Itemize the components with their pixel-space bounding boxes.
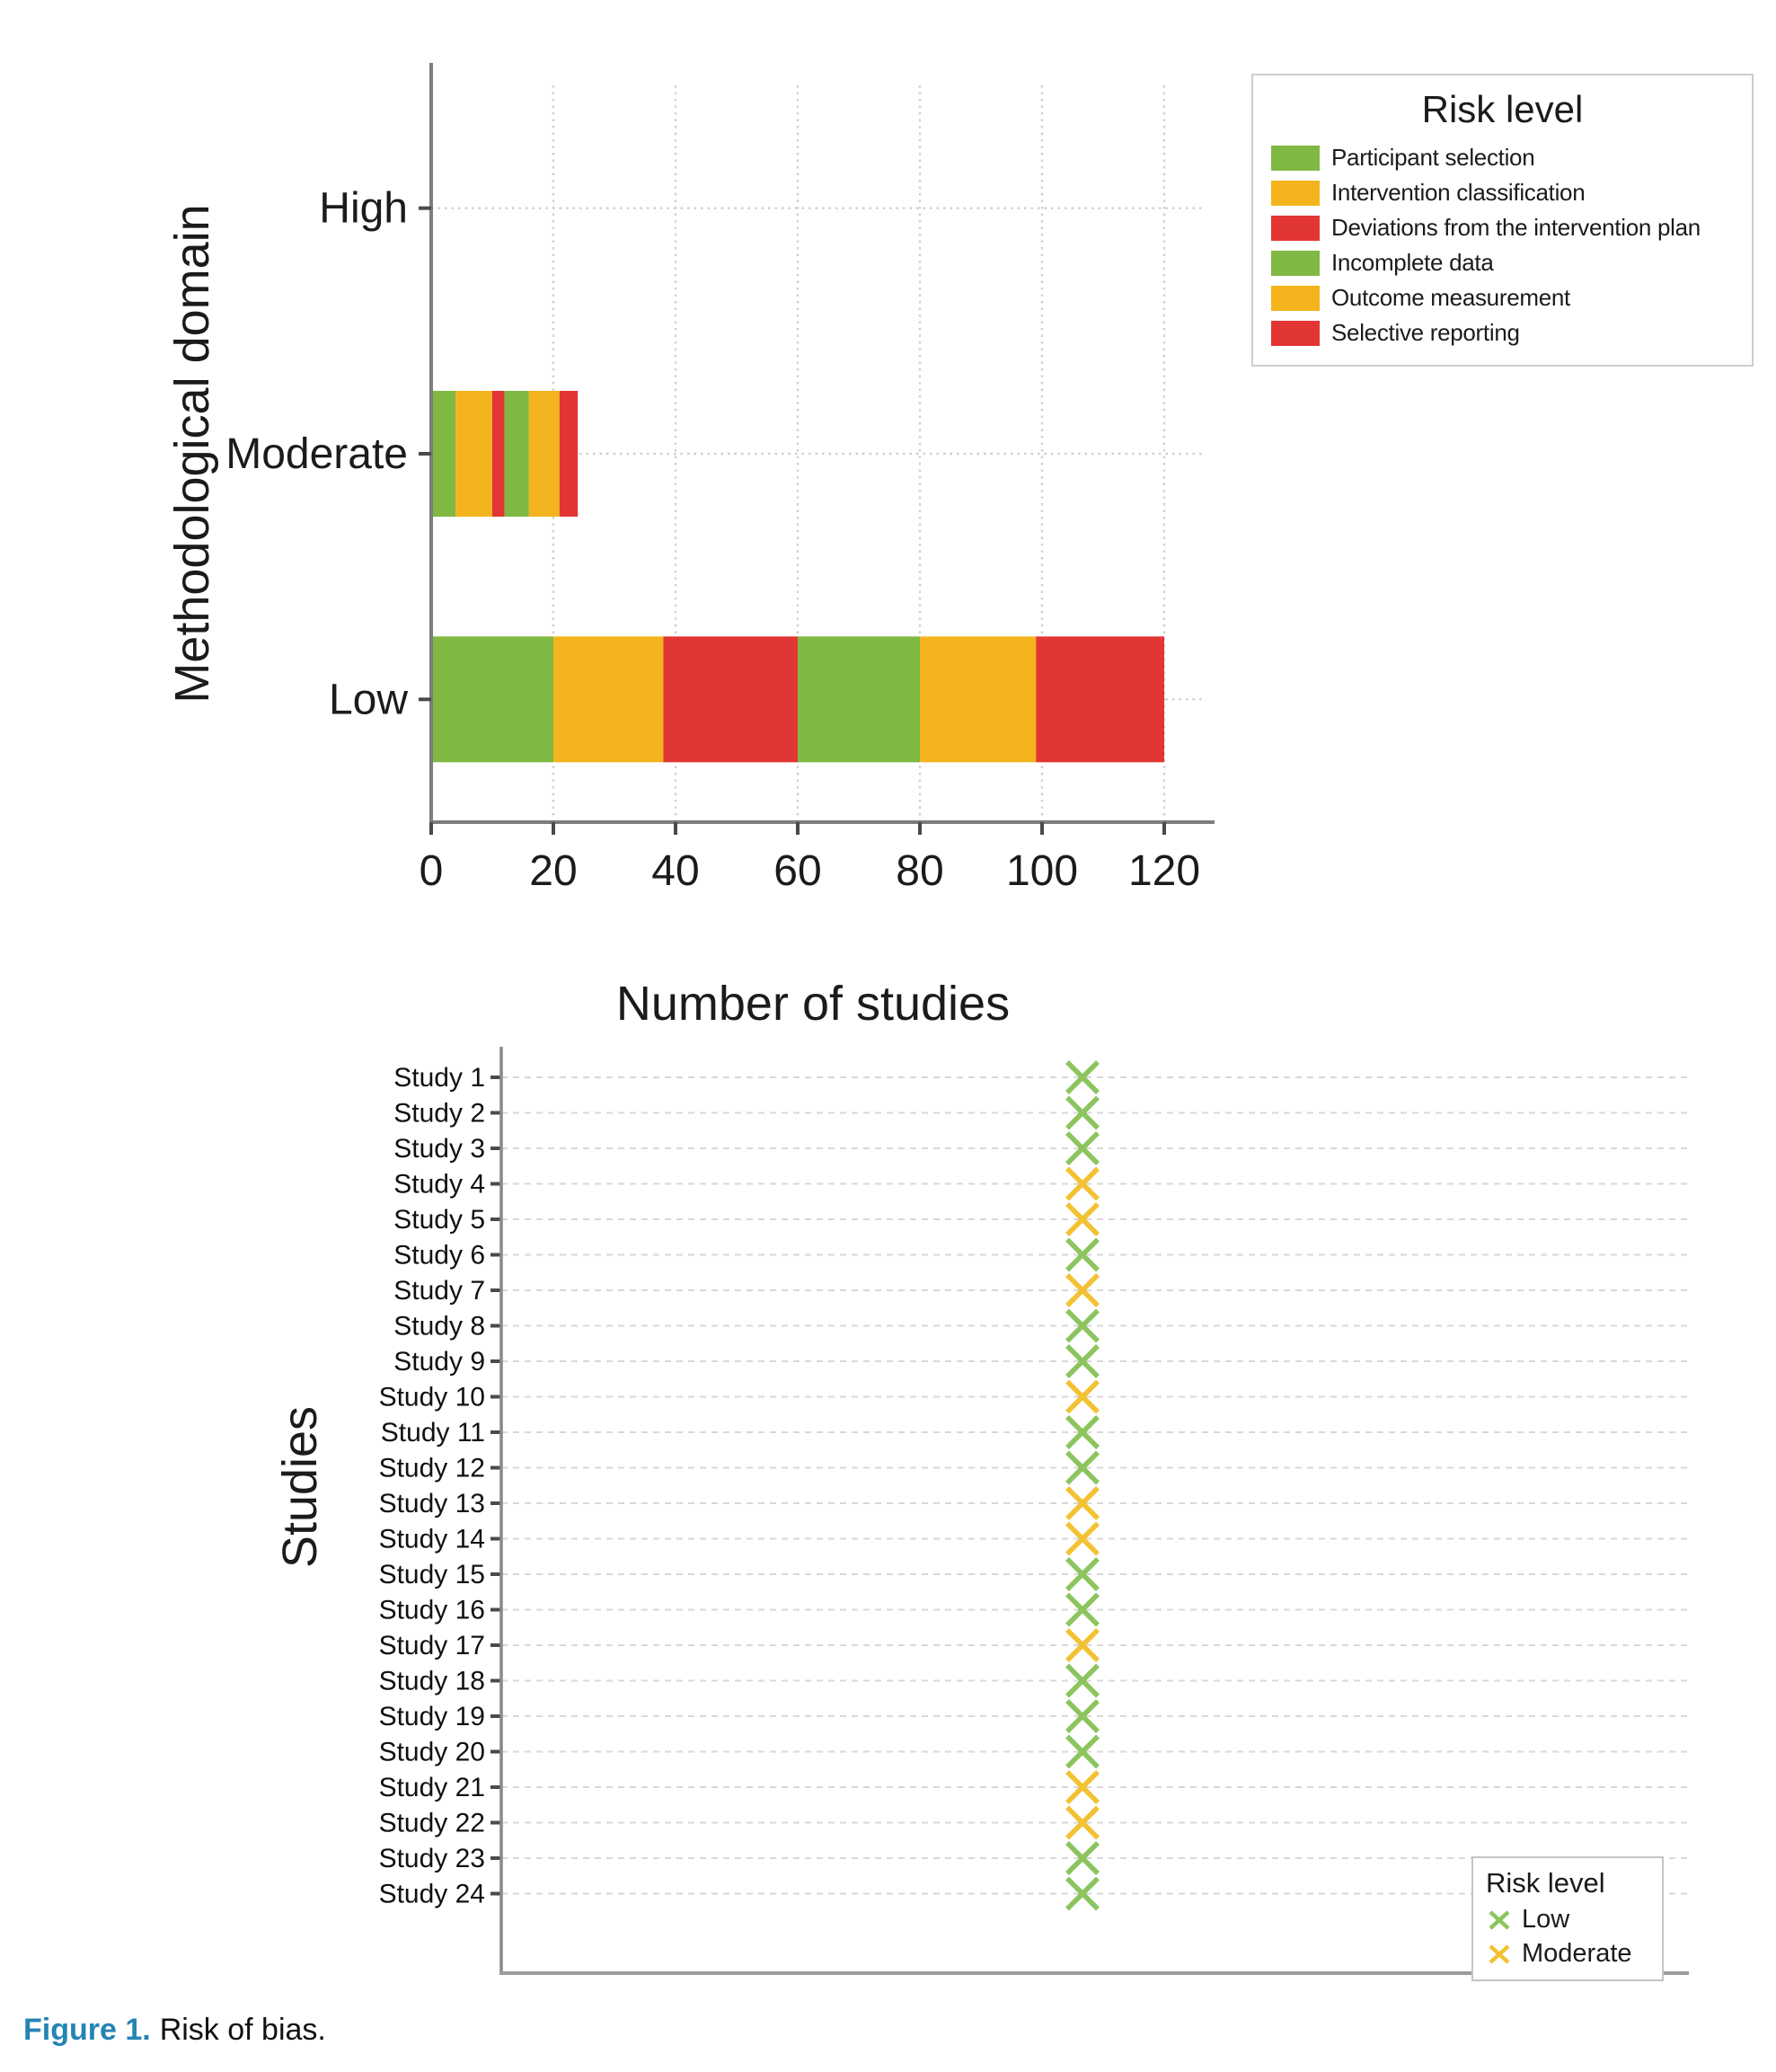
bar-segment — [455, 391, 492, 517]
bar-segment — [492, 391, 505, 517]
bar-segment — [1036, 636, 1164, 762]
risk-marker-icon — [1067, 1666, 1098, 1696]
study-label: Study 23 — [378, 1844, 485, 1873]
study-label: Study 20 — [378, 1737, 485, 1767]
legend-item — [1486, 1939, 1649, 1969]
bar-segment — [798, 636, 920, 762]
x-glyph — [1490, 1946, 1508, 1962]
bar-segment — [505, 391, 529, 517]
risk-marker-icon — [1067, 1275, 1098, 1306]
risk-marker-icon — [1067, 1701, 1098, 1731]
risk-marker-icon — [1067, 1524, 1098, 1554]
study-label: Study 7 — [393, 1276, 485, 1306]
risk-marker-icon — [1067, 1311, 1098, 1341]
bottom-legend-items — [1486, 1905, 1649, 1969]
legend-item — [1486, 1905, 1649, 1935]
legend-item-label: Low — [1522, 1905, 1570, 1934]
risk-marker-icon — [1067, 1169, 1098, 1200]
risk-marker-icon — [1067, 1808, 1098, 1838]
figure-caption — [23, 2013, 326, 2048]
bar-segment — [529, 391, 560, 517]
legend-x-icon — [1486, 1907, 1513, 1934]
x-tick-label: 80 — [896, 847, 944, 895]
study-label: Study 17 — [378, 1631, 485, 1660]
bottom-plot-area — [379, 1047, 1689, 1973]
bottom-legend — [1471, 1856, 1664, 1981]
legend-swatch — [1271, 146, 1320, 171]
top-plot-area — [225, 63, 1215, 895]
bar-segment — [920, 636, 1036, 762]
legend-item-label: Deviations from the intervention plan — [1331, 214, 1701, 241]
study-label: Study 6 — [393, 1240, 485, 1271]
study-label: Study 11 — [380, 1418, 485, 1448]
legend-x-icon — [1486, 1941, 1513, 1968]
risk-marker-icon — [1067, 1843, 1098, 1873]
risk-marker-icon — [1067, 1559, 1098, 1589]
study-label: Study 2 — [393, 1098, 485, 1129]
x-tick-label: 120 — [1127, 847, 1201, 895]
bar-segment — [560, 391, 578, 517]
bottom-scatter-chart — [0, 1033, 1776, 1986]
study-label: Study 12 — [378, 1453, 485, 1483]
top-legend-title: Risk level — [1421, 88, 1584, 130]
study-label: Study 3 — [393, 1134, 485, 1164]
risk-marker-icon — [1067, 1595, 1098, 1625]
legend-item — [1271, 179, 1734, 207]
legend-swatch — [1271, 251, 1320, 276]
category-label: High — [319, 184, 408, 233]
bottom-y-axis-title: Studies — [273, 1405, 327, 1569]
figure-caption-label: Figure 1. — [23, 2013, 151, 2047]
top-x-axis-title: Number of studies — [615, 977, 1011, 1031]
study-label: Study 8 — [393, 1311, 485, 1341]
legend-item-label: Outcome measurement — [1331, 284, 1570, 311]
legend-item-label: Participant selection — [1331, 144, 1535, 171]
x-tick-label: 100 — [1005, 847, 1079, 895]
bar-segment — [431, 391, 455, 517]
risk-marker-icon — [1067, 1737, 1098, 1767]
legend-item — [1271, 144, 1734, 172]
risk-marker-icon — [1067, 1062, 1098, 1093]
risk-marker-icon — [1067, 1879, 1098, 1909]
top-legend-items — [1271, 144, 1734, 347]
bar-segment — [553, 636, 663, 762]
study-label: Study 14 — [378, 1524, 485, 1554]
legend-swatch — [1271, 286, 1320, 311]
bar-segment — [663, 636, 798, 762]
x-tick-label: 40 — [651, 847, 700, 895]
x-tick-label: 0 — [419, 847, 444, 895]
risk-marker-icon — [1067, 1382, 1098, 1412]
category-label: Low — [328, 676, 408, 724]
legend-swatch — [1271, 216, 1320, 241]
study-label: Study 21 — [378, 1773, 485, 1802]
figure-caption-text: Risk of bias. — [159, 2013, 326, 2047]
bottom-legend-title: Risk level — [1486, 1867, 1605, 1899]
risk-marker-icon — [1067, 1417, 1098, 1448]
legend-item-label: Moderate — [1522, 1939, 1632, 1968]
legend-item — [1271, 214, 1734, 242]
top-legend — [1251, 74, 1754, 367]
x-tick-label: 20 — [529, 847, 578, 895]
risk-marker-icon — [1067, 1488, 1098, 1519]
study-label: Study 16 — [378, 1595, 485, 1625]
study-label: Study 9 — [393, 1347, 485, 1377]
legend-item — [1271, 319, 1734, 347]
risk-marker-icon — [1067, 1453, 1098, 1483]
study-label: Study 5 — [393, 1205, 485, 1235]
risk-marker-icon — [1067, 1098, 1098, 1129]
x-glyph — [1490, 1912, 1508, 1928]
risk-marker-icon — [1067, 1133, 1098, 1164]
legend-item — [1271, 284, 1734, 312]
top-y-axis-title: Methodological domain — [165, 204, 219, 704]
category-label: Moderate — [225, 430, 408, 478]
study-label: Study 15 — [378, 1560, 485, 1589]
study-label: Study 10 — [378, 1382, 485, 1412]
risk-marker-icon — [1067, 1772, 1098, 1802]
study-label: Study 22 — [378, 1808, 485, 1838]
study-label: Study 1 — [393, 1063, 485, 1093]
risk-marker-icon — [1067, 1240, 1098, 1271]
study-label: Study 4 — [393, 1169, 485, 1200]
risk-marker-icon — [1067, 1204, 1098, 1235]
risk-marker-icon — [1067, 1630, 1098, 1660]
study-label: Study 24 — [378, 1879, 485, 1909]
legend-item-label: Incomplete data — [1331, 249, 1494, 276]
legend-item-label: Intervention classification — [1331, 179, 1586, 206]
risk-marker-icon — [1067, 1346, 1098, 1377]
legend-swatch — [1271, 181, 1320, 206]
bar-segment — [431, 636, 553, 762]
study-label: Study 19 — [378, 1702, 485, 1731]
study-label: Study 13 — [378, 1489, 485, 1519]
study-label: Study 18 — [378, 1666, 485, 1696]
legend-item — [1271, 249, 1734, 277]
legend-swatch — [1271, 321, 1320, 346]
x-tick-label: 60 — [773, 847, 822, 895]
legend-item-label: Selective reporting — [1331, 319, 1520, 346]
